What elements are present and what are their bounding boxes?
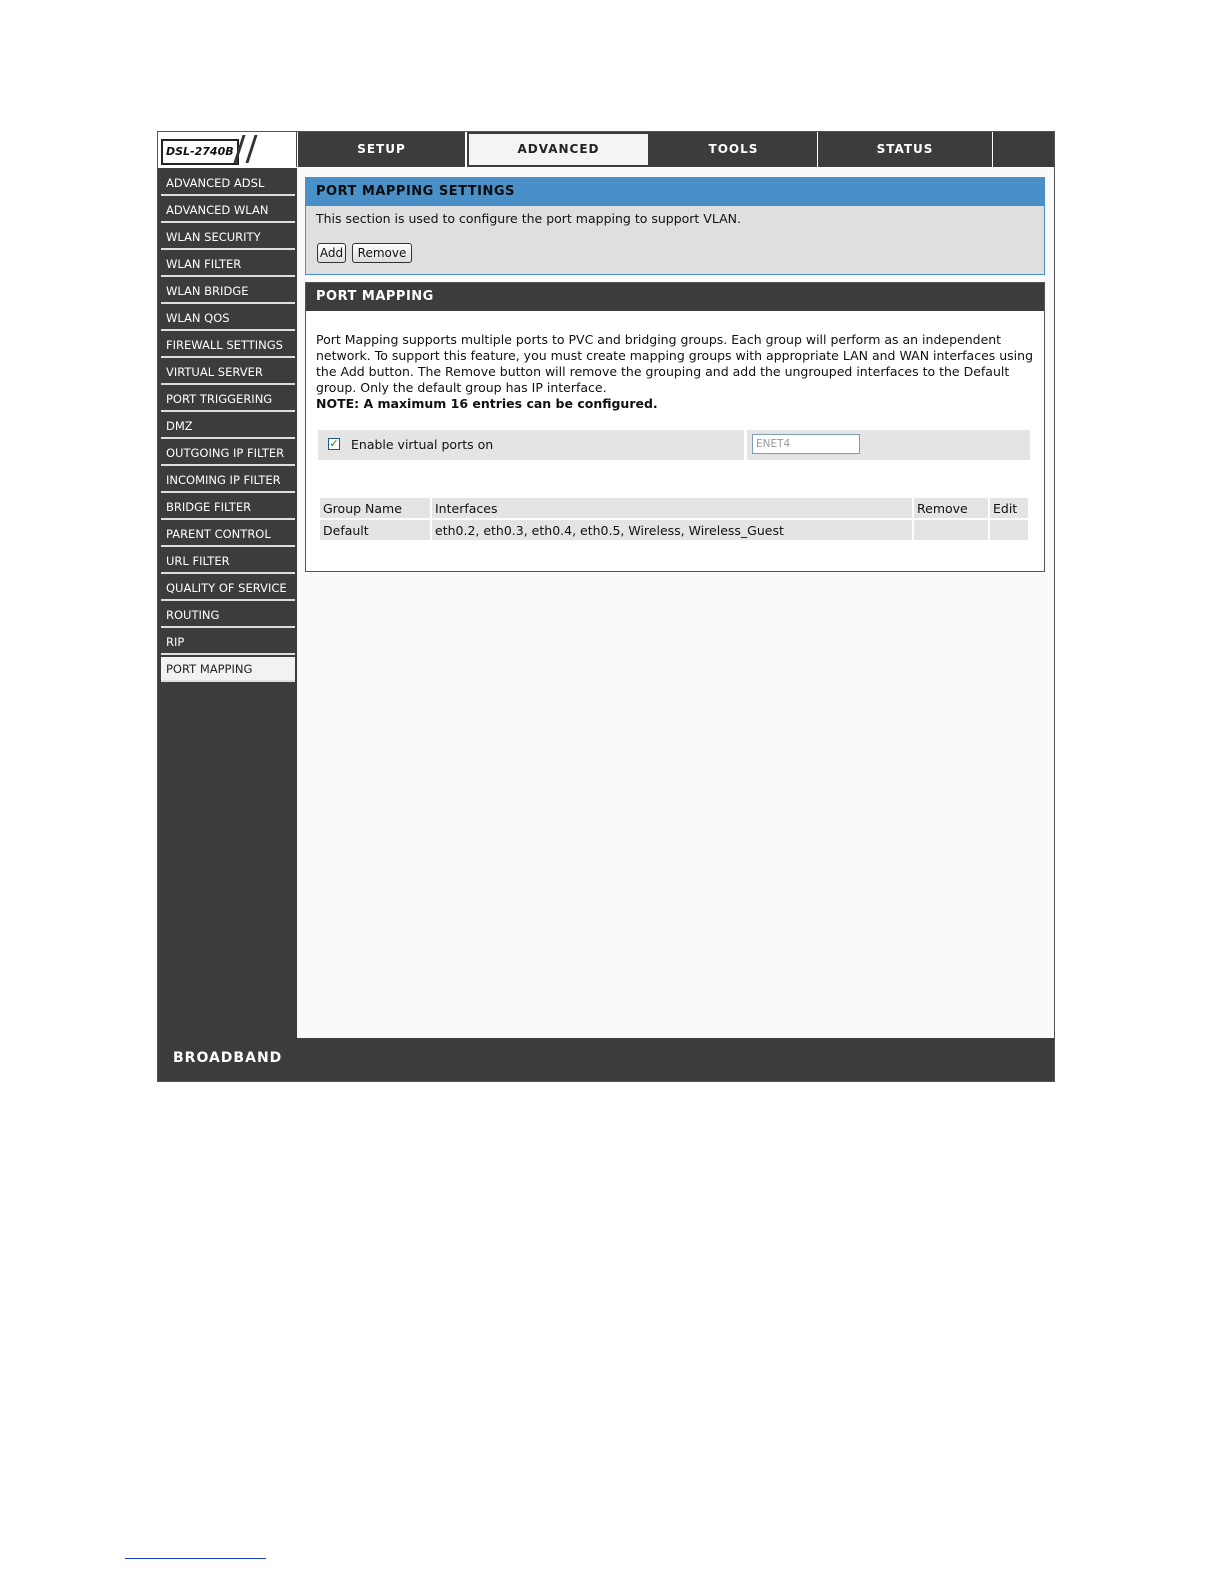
- router-admin-window: [157, 131, 1055, 1082]
- tab-tools[interactable]: TOOLS: [650, 132, 818, 167]
- sidebar-item-virtual-server[interactable]: VIRTUAL SERVER: [161, 360, 295, 385]
- sidebar-item-rip[interactable]: RIP: [161, 630, 295, 655]
- sidebar-item-incoming-ip-filter[interactable]: INCOMING IP FILTER: [161, 468, 295, 493]
- main-content: [297, 168, 1054, 1038]
- footer-brand: BROADBAND: [173, 1050, 283, 1066]
- virtual-ports-cell: [318, 430, 744, 460]
- sidebar-item-routing[interactable]: ROUTING: [161, 603, 295, 628]
- footnote-separator: [125, 1558, 266, 1559]
- remove-cell: [914, 520, 988, 540]
- sidebar-item-quality-of-service[interactable]: QUALITY OF SERVICE: [161, 576, 295, 601]
- description-text: Port Mapping supports multiple ports to PVC and bridging groups. Each group will perform as an independent network. To support this feature, you must create mapping groups with appropriate LAN and WAN interfaces using the Add button. The Remove button will remove the grouping and add the ungrouped interfaces to the Default group. Only the default group has IP interface.: [316, 332, 1034, 395]
- sidebar-item-advanced-wlan[interactable]: ADVANCED WLAN: [161, 198, 295, 223]
- top-navigation: [158, 132, 1054, 168]
- model-name: DSL-2740B: [161, 139, 239, 165]
- sidebar-item-firewall-settings[interactable]: FIREWALL SETTINGS: [161, 333, 295, 358]
- panel-description: This section is used to configure the port mapping to support VLAN.: [316, 211, 741, 226]
- sidebar: [158, 168, 297, 1038]
- group-name-cell: Default: [320, 520, 430, 540]
- tab-setup[interactable]: SETUP: [298, 132, 466, 167]
- sidebar-item-wlan-security[interactable]: WLAN SECURITY: [161, 225, 295, 250]
- tab-empty: [993, 132, 1054, 167]
- edit-cell: [990, 520, 1028, 540]
- column-header-remove: Remove: [914, 498, 988, 518]
- add-button[interactable]: Add: [317, 243, 346, 263]
- column-header-group-name: Group Name: [320, 498, 430, 518]
- model-logo: [158, 132, 297, 167]
- group-table: [318, 496, 1030, 542]
- max-entries-note: NOTE: A maximum 16 entries can be configured.: [316, 396, 658, 411]
- column-header-edit: Edit: [990, 498, 1028, 518]
- column-header-interfaces: Interfaces: [432, 498, 912, 518]
- virtual-ports-value-cell: [747, 430, 1030, 460]
- sidebar-item-port-triggering[interactable]: PORT TRIGGERING: [161, 387, 295, 412]
- sidebar-item-port-mapping[interactable]: PORT MAPPING: [161, 657, 295, 682]
- table-header-row: [320, 498, 1028, 518]
- enable-virtual-ports-label: Enable virtual ports on: [351, 437, 494, 452]
- sidebar-item-parent-control[interactable]: PARENT CONTROL: [161, 522, 295, 547]
- sidebar-item-outgoing-ip-filter[interactable]: OUTGOING IP FILTER: [161, 441, 295, 466]
- sidebar-item-advanced-adsl[interactable]: ADVANCED ADSL: [161, 171, 295, 196]
- virtual-ports-field[interactable]: [752, 434, 860, 454]
- sidebar-item-bridge-filter[interactable]: BRIDGE FILTER: [161, 495, 295, 520]
- sidebar-item-wlan-qos[interactable]: WLAN QOS: [161, 306, 295, 331]
- logo-slash-icon: [245, 135, 257, 163]
- remove-button[interactable]: Remove: [352, 243, 412, 263]
- port-mapping-settings-panel: [305, 177, 1045, 275]
- port-mapping-description: [316, 332, 1034, 412]
- tab-advanced[interactable]: ADVANCED: [467, 132, 650, 167]
- virtual-ports-row: [318, 430, 1030, 460]
- table-row: [320, 520, 1028, 540]
- footer: [158, 1038, 1054, 1081]
- sidebar-item-dmz[interactable]: DMZ: [161, 414, 295, 439]
- sidebar-item-wlan-bridge[interactable]: WLAN BRIDGE: [161, 279, 295, 304]
- interfaces-cell: eth0.2, eth0.3, eth0.4, eth0.5, Wireless, Wireless_Guest: [432, 520, 912, 540]
- sidebar-item-wlan-filter[interactable]: WLAN FILTER: [161, 252, 295, 277]
- enable-virtual-ports-checkbox[interactable]: ✓: [329, 437, 339, 450]
- panel-title: PORT MAPPING SETTINGS: [306, 178, 1044, 206]
- panel-title: PORT MAPPING: [306, 283, 1044, 311]
- tab-status[interactable]: STATUS: [818, 132, 993, 167]
- port-mapping-panel: [305, 282, 1045, 572]
- sidebar-item-url-filter[interactable]: URL FILTER: [161, 549, 295, 574]
